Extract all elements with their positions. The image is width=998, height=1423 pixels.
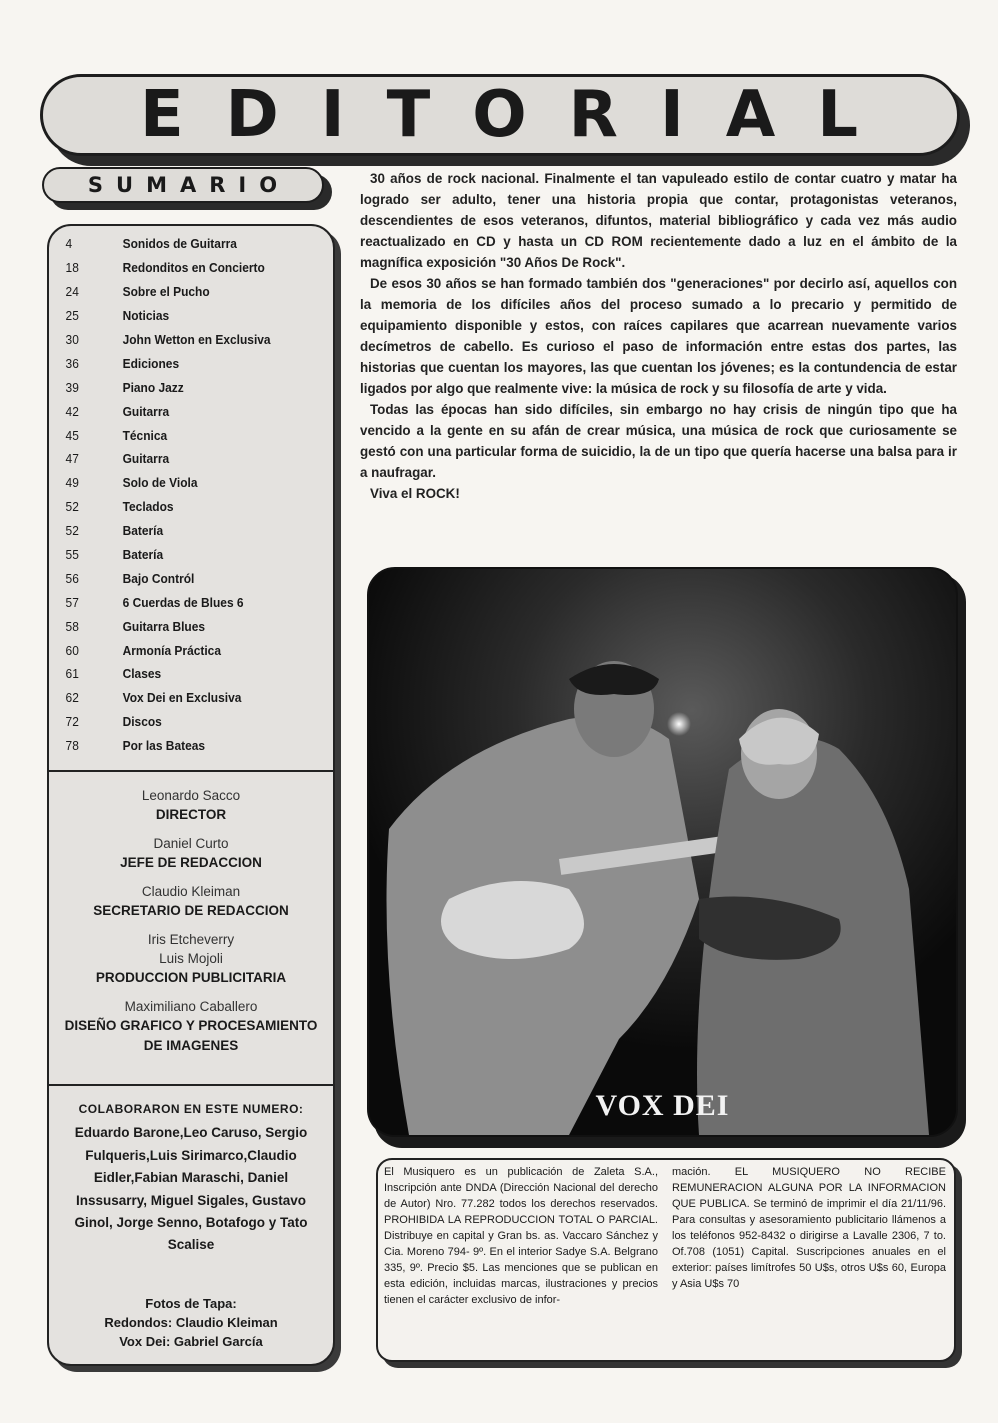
toc-page-number: 58 [65,618,79,634]
page-title: EDITORIAL [139,78,901,152]
toc-item [49,375,310,399]
toc-title: Por las Bateas [122,738,206,754]
paragraph: Todas las épocas han sido difíciles, sin embargo no hay crisis de ningún tipo que ha vencido a la gente en su afán de crear música, una música de rock que curiosamente se gestó con una particular forma de suicidio, la de un tipo que quería hacerse una balsa para ir a naufragar. [360,402,957,480]
toc-page-number: 52 [65,523,79,539]
staff-produccion [49,930,333,988]
publication-info-box [376,1158,956,1362]
toc-page-number: 30 [65,332,79,347]
toc-page-number: 72 [65,714,79,730]
staff-name: Claudio Kleiman [141,884,241,899]
toc-page-number: 55 [65,547,79,563]
toc-page-number: 25 [65,308,79,324]
toc-item [49,638,310,662]
toc-item [49,280,310,304]
toc-title: Noticias [122,308,170,324]
toc-item [49,447,310,471]
toc-item [49,614,310,638]
toc-page-number: 78 [65,738,79,754]
toc-title: Clases [122,666,162,682]
photo-credits [49,1294,333,1351]
divider [49,1084,333,1086]
sumario-panel [47,224,335,1366]
staff-role: JEFE DE REDACCION [120,855,262,870]
info-column: El Musiquero es un publicación de Zaleta S.A., Inscripción ante DNDA (Dirección Nacional del derecho de Autor) Nro. 77.282 todos los derechos reservados. PROHIBIDA LA REPRODUCCION TOTAL O PARCIAL. Distribuye en capital y Gran bs. as. Vaccaro Sánchez y Cia. Moreno 794- 9º. En el interior Sadye S.A. Belgrano 335, 9º. Precio $5. Las menciones que se publican en esta edición, incluidas marcas, ilustraciones y precios tienen el carácter exclusivo de infor- [384,1166,658,1306]
collaborators-names: Eduardo Barone,Leo Caruso, Sergio Fulqueris,Luis Sirimarco,Claudio Eidler,Fabian Maraschi, Daniel Inssusarry, Miguel Sigales, Gustavo Ginol, Jorge Senno, Botafogo y Tato Scalise [74,1125,308,1253]
toc-page-number: 57 [65,594,79,610]
toc-item [49,495,310,519]
divider [49,770,333,772]
toc-title: Batería [122,547,164,563]
toc-title: Guitarra [122,403,170,419]
sumario-title: SUMARIO [87,173,291,197]
toc-item [49,232,310,256]
toc-item [49,423,310,447]
toc-item [49,710,310,734]
editorial-banner [40,74,960,156]
toc-item [49,686,310,710]
sumario-heading [42,167,324,203]
paragraph: 30 años de rock nacional. Finalmente el tan vapuleado estilo de contar cuatro y matar ha logrado ser adulto, tener una historia propia que contar, protagonistas veteranos, descendientes de esos veteranos, difuntos, material bibliográfico y cada vez más audio reactualizado en CD y hasta un CD ROM recientemente dado a luz en el ámbito de la magnífica exposición "30 Años De Rock". [360,171,957,270]
toc-page-number: 61 [65,666,79,682]
toc-page-number: 47 [65,451,79,467]
toc-item [49,399,310,423]
paragraph: De esos 30 años se han formado también dos "generaciones" por decirlo así, aquellos con la memoria de los difíciles años del proceso sumado a lo precario y permitido de equipamiento disponible y estos, con raíces capilares que acarrean nuevamente varios decímetros de cabello. Es curioso el paso de información entre estas dos partes, las historias que cuentan los mayores, las que cuentan los jóvenes; es la contundencia de estar ligados por algo que realmente vive: la música de rock y su filosofía de arte y vida. [360,276,957,396]
staff-name: Iris Etcheverry Luis Mojoli [147,932,235,966]
toc-item [49,351,310,375]
toc-title: Vox Dei en Exclusiva [122,690,242,706]
toc-title: Armonía Práctica [122,642,221,658]
toc-title: Técnica [122,427,168,443]
collaborators [59,1098,323,1257]
toc-page-number: 36 [65,355,79,371]
toc-title: Solo de Viola [122,475,198,491]
paragraph: Viva el ROCK! [370,486,460,501]
staff-role: DIRECTOR [155,807,227,822]
toc-title: Ediciones [122,355,180,371]
photo-credit-line: Vox Dei: Gabriel García [119,1334,263,1349]
photo-caption: VOX DEI [595,1089,730,1122]
staff-name: Maximiliano Caballero [124,999,258,1014]
toc-title: Piano Jazz [122,379,184,395]
toc-title: Redonditos en Concierto [122,260,265,276]
toc-item [49,543,310,567]
toc-page-number: 45 [65,427,79,443]
staff-role: PRODUCCION PUBLICITARIA [95,970,287,985]
concert-photo-image [369,569,956,1135]
toc-item [49,566,310,590]
editorial-text [360,168,957,504]
toc-page-number: 18 [65,260,79,276]
staff-name: Leonardo Sacco [141,788,241,803]
toc-item [49,519,310,543]
toc-page-number: 60 [65,642,79,658]
table-of-contents [49,232,333,758]
staff-jefe [49,834,333,873]
toc-title: Sobre el Pucho [122,284,210,300]
toc-item [49,328,310,352]
staff-credits [49,786,333,1065]
photo-credits-heading: Fotos de Tapa: [145,1296,237,1311]
toc-title: Discos [122,714,162,730]
toc-page-number: 24 [65,284,79,300]
toc-title: 6 Cuerdas de Blues 6 [122,594,244,610]
toc-title: Bajo Contról [122,570,195,586]
photo-credit-line: Redondos: Claudio Kleiman [104,1315,278,1330]
toc-page-number: 62 [65,690,79,706]
toc-title: John Wetton en Exclusiva [122,332,271,347]
staff-role: DISEÑO GRAFICO Y PROCESAMIENTO DE IMAGENES [64,1018,318,1053]
toc-item [49,662,310,686]
toc-item [49,734,310,758]
toc-item [49,471,310,495]
toc-title: Guitarra Blues [122,618,206,634]
staff-director [49,786,333,825]
toc-page-number: 49 [65,475,79,491]
toc-title: Batería [122,523,164,539]
band-photo [367,567,958,1137]
toc-title: Guitarra [122,451,170,467]
staff-diseno [49,997,333,1056]
toc-page-number: 42 [65,403,79,419]
info-column: mación. EL MUSIQUERO NO RECIBE REMUNERACION ALGUNA POR LA INFORMACION QUE PUBLICA. Se terminó de imprimir el día 21/11/96. Para consultas y asesoramiento publicitario llámenos a los teléfonos 952-8432 o dirigirse a Lavalle 2306, 7 to. Of.708 (1051) Capital. Suscripciones anuales en el exterior: países limítrofes 50 U$s, otros U$s 60, Europa y Asia U$s 70 [672,1166,946,1290]
toc-page-number: 52 [65,499,79,515]
toc-item [49,256,310,280]
staff-name: Daniel Curto [153,836,229,851]
toc-title: Sonidos de Guitarra [122,236,237,252]
toc-title: Teclados [122,499,174,515]
collaborators-heading: COLABORARON EN ESTE NUMERO: [78,1102,304,1116]
toc-item [49,304,310,328]
staff-secretario [49,882,333,921]
staff-role: SECRETARIO DE REDACCION [93,903,289,918]
toc-page-number: 4 [65,236,73,252]
toc-page-number: 39 [65,379,79,395]
toc-page-number: 56 [65,570,79,586]
toc-item [49,590,310,614]
